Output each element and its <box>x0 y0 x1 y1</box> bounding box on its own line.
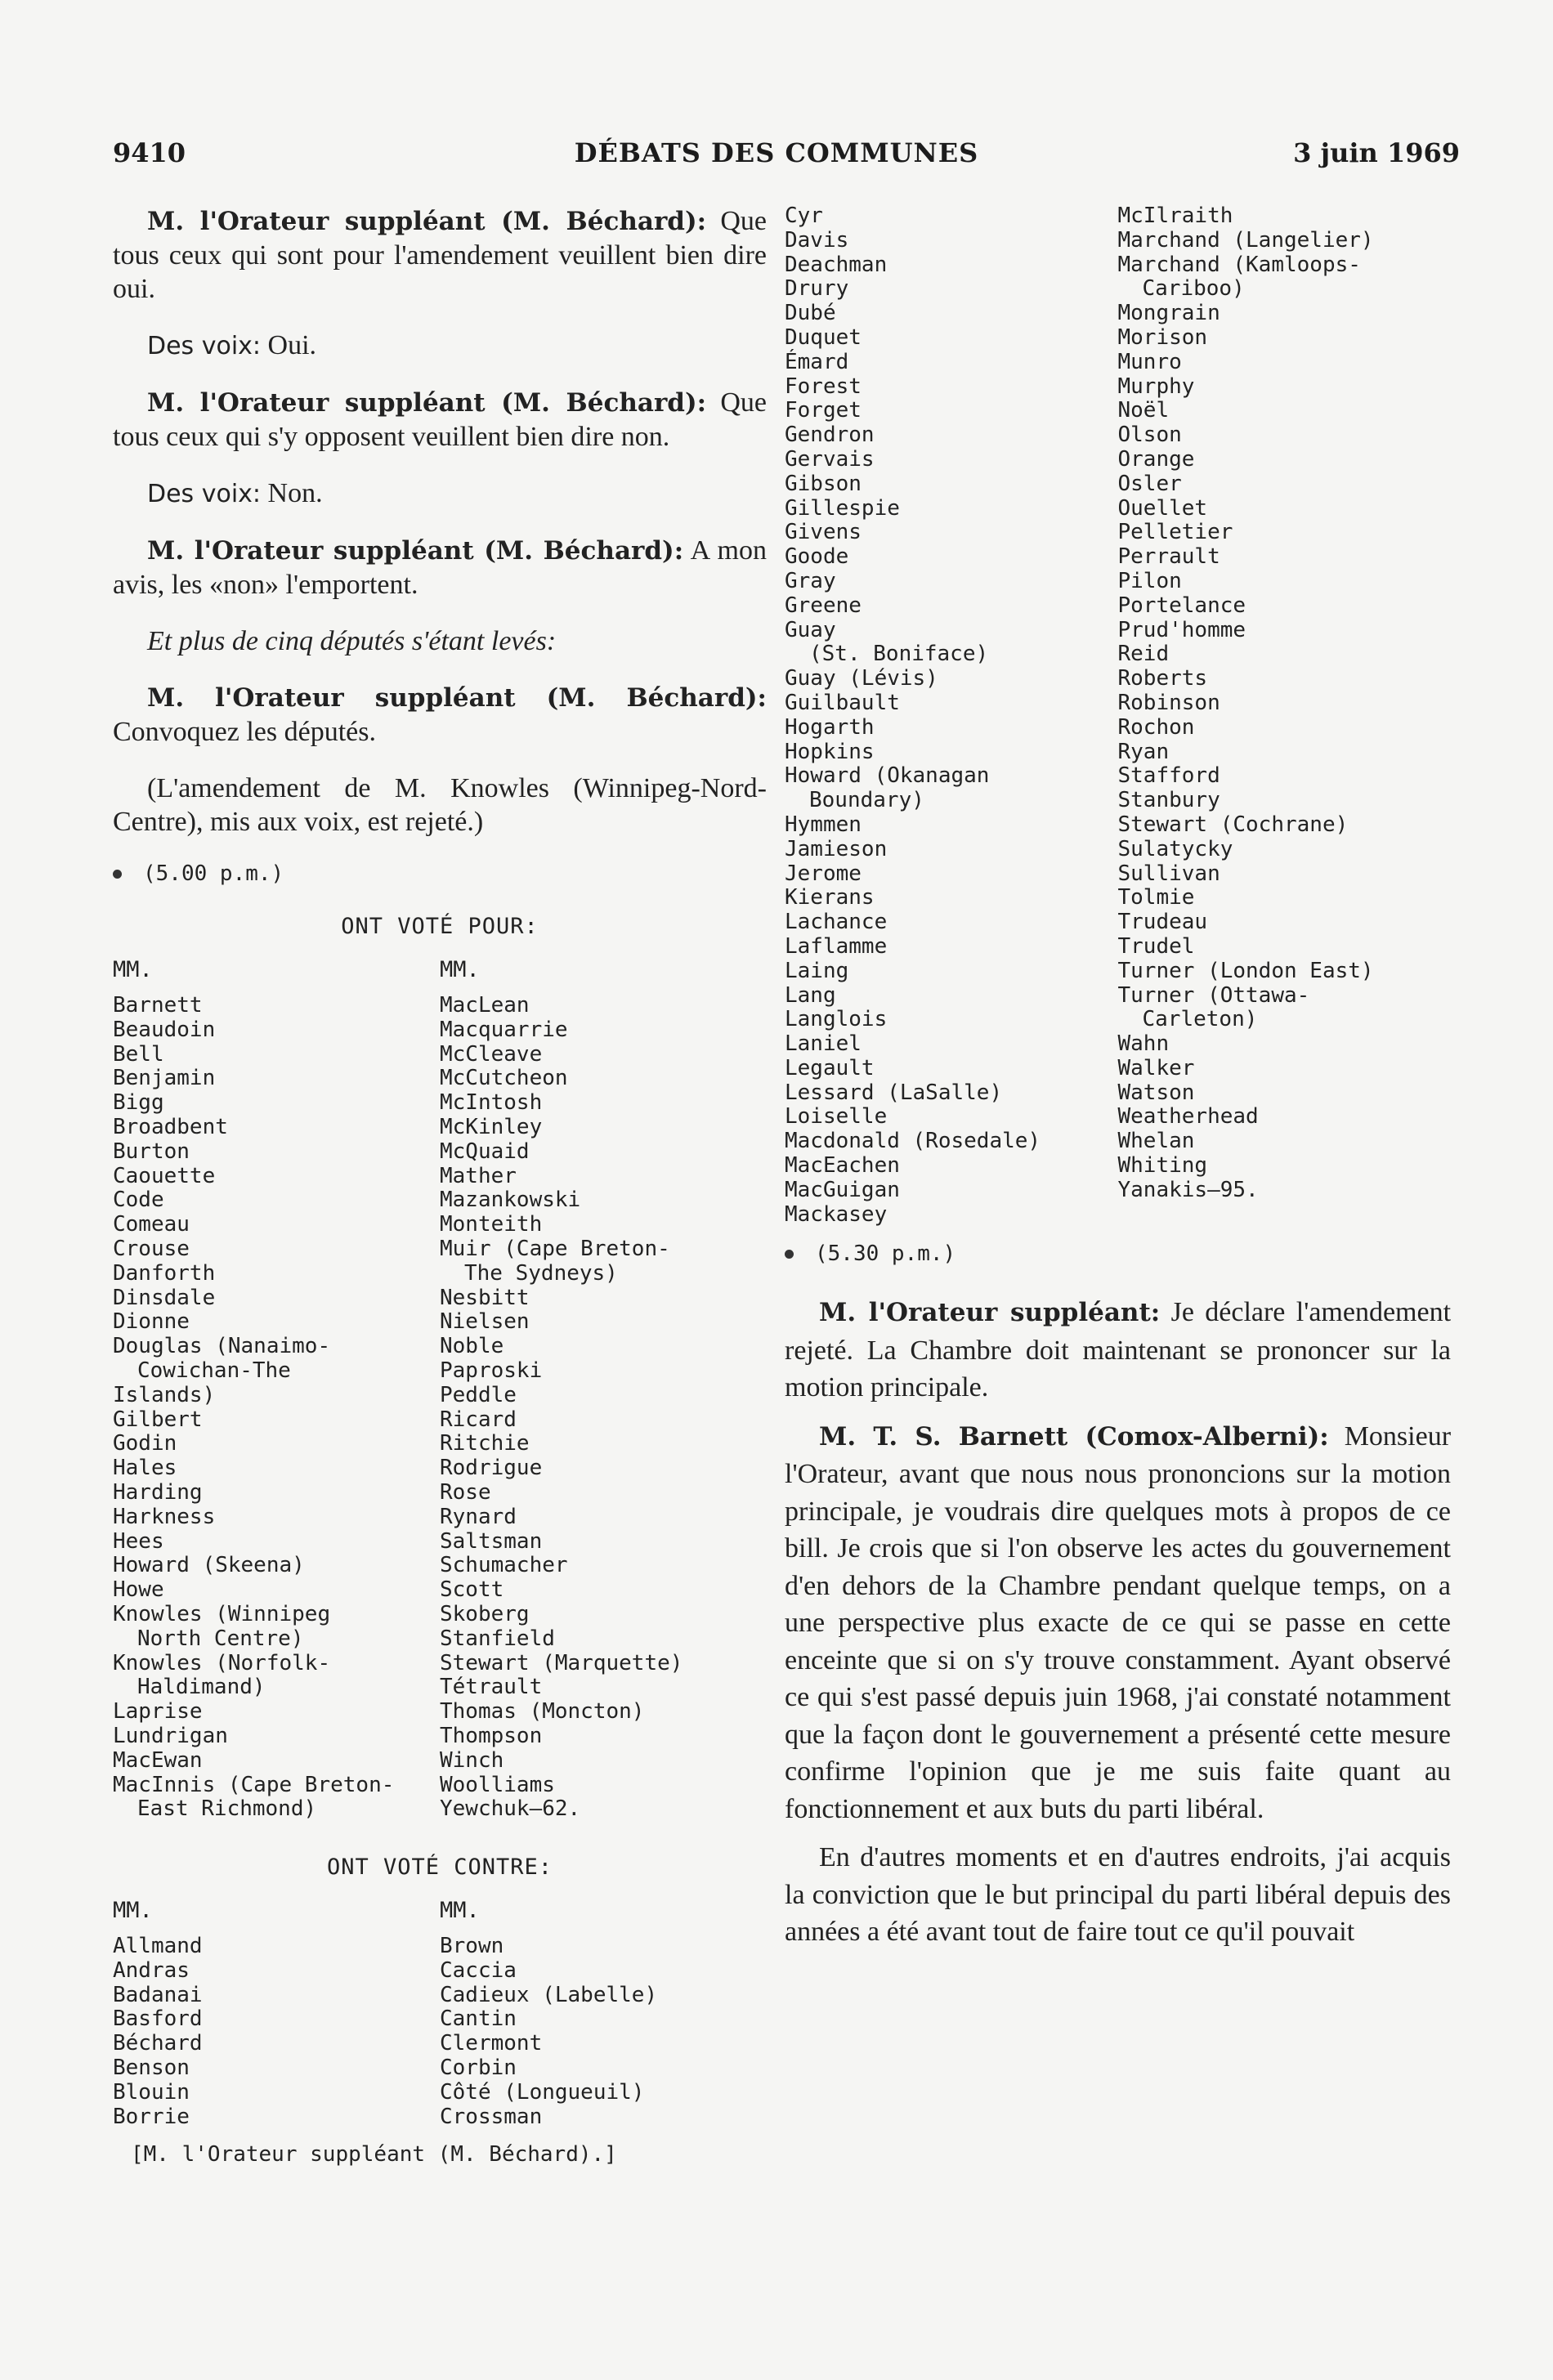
paragraph <box>113 329 767 363</box>
member-name: Schumacher <box>440 1553 568 1578</box>
member-name: Skoberg <box>440 1601 530 1626</box>
member-name: Stafford <box>1117 763 1220 789</box>
paragraph <box>113 386 767 454</box>
member-name: Lang <box>785 982 836 1008</box>
member-name: Robinson <box>1117 690 1220 715</box>
member-name: Roberts <box>1117 666 1208 691</box>
member-name: Orange <box>1117 446 1195 472</box>
member-name: Kierans <box>785 885 875 910</box>
member-name: Jerome <box>785 861 862 886</box>
member-name: Béchard <box>113 2031 203 2056</box>
speech-text: Convoquez les députés. <box>113 717 376 747</box>
member-name: Marchand (Kamloops- <box>1117 252 1361 277</box>
speech-text: Que tous ceux qui s'y opposent veuillent bien dire non. <box>113 387 767 452</box>
member-name: Hymmen <box>785 812 862 837</box>
member-name: Walker <box>1117 1055 1195 1080</box>
member-name: MacEwan <box>113 1747 203 1773</box>
member-name: Hees <box>113 1528 164 1554</box>
speech-text: A mon avis, les «non» l'emportent. <box>113 535 767 600</box>
member-name: Boundary) <box>809 788 924 813</box>
right-column <box>785 204 1451 1962</box>
member-name: Osler <box>1117 471 1182 496</box>
member-name: Watson <box>1117 1080 1195 1105</box>
member-name: Mather <box>440 1163 517 1188</box>
member-name: Marchand (Langelier) <box>1117 227 1374 253</box>
member-name: Sulatycky <box>1117 836 1233 861</box>
member-name: Benjamin <box>113 1066 216 1091</box>
member-name: Howe <box>113 1577 164 1603</box>
member-name: MacInnis (Cape Breton- <box>113 1772 395 1797</box>
member-name: Lachance <box>785 910 888 935</box>
paragraph <box>113 681 767 749</box>
paragraph <box>113 204 767 306</box>
member-name: Howard (Okanagan <box>785 763 990 789</box>
member-name: Harkness <box>113 1504 216 1529</box>
member-name: Morison <box>1117 324 1208 350</box>
member-name: Benson <box>113 2056 190 2081</box>
member-name: MacEachen <box>785 1153 900 1179</box>
nays-list-left <box>113 1935 440 2129</box>
page-number: 9410 <box>113 137 186 168</box>
bullet-icon <box>113 870 122 879</box>
member-name: McIlraith <box>1117 204 1233 228</box>
member-name: Côté (Longueuil) <box>440 2079 645 2105</box>
member-name: Gillespie <box>785 495 900 521</box>
member-name: Prud'homme <box>1117 617 1246 642</box>
member-name: Corbin <box>440 2056 517 2081</box>
member-name: Allmand <box>113 1934 203 1959</box>
member-name: Howard (Skeena) <box>113 1553 305 1578</box>
member-name: Winch <box>440 1747 504 1773</box>
member-name: Loiselle <box>785 1104 888 1130</box>
member-name: East Richmond) <box>137 1796 317 1822</box>
member-name: Ryan <box>1117 739 1170 764</box>
nays-continued-table <box>785 204 1451 1227</box>
member-name: Caouette <box>113 1163 216 1188</box>
member-name: Portelance <box>1117 593 1246 618</box>
member-name: Givens <box>785 520 862 545</box>
paragraph <box>113 534 767 602</box>
member-name: Dinsdale <box>113 1285 216 1310</box>
timestamp-text: (5.30 p.m.) <box>815 1241 956 1267</box>
member-name: Perrault <box>1117 544 1220 570</box>
member-name: Danforth <box>113 1260 216 1286</box>
member-name: Yanakis—95. <box>1117 1177 1259 1202</box>
speaker-name: M. l'Orateur suppléant (M. Béchard): <box>147 683 767 713</box>
member-name: Lundrigan <box>113 1723 228 1748</box>
member-name: The Sydneys) <box>464 1260 618 1286</box>
member-name: Cowichan-The <box>137 1358 291 1383</box>
member-name: Paproski <box>440 1358 543 1383</box>
member-name: Haldimand) <box>137 1675 266 1700</box>
speaker-name: Des voix: <box>147 332 262 360</box>
member-name: Ouellet <box>1117 495 1208 521</box>
member-name: Olson <box>1117 423 1182 448</box>
member-name: Woolliams <box>440 1772 555 1797</box>
member-name: Macdonald (Rosedale) <box>785 1129 1041 1154</box>
member-name: Mazankowski <box>440 1188 581 1213</box>
member-name: Whiting <box>1117 1153 1208 1179</box>
member-name: Murphy <box>1117 374 1195 399</box>
member-name: Cariboo) <box>1142 276 1245 302</box>
member-name: Trudeau <box>1117 910 1208 935</box>
member-name: Broadbent <box>113 1114 228 1139</box>
member-name: Gilbert <box>113 1407 203 1432</box>
member-name: Forest <box>785 374 862 399</box>
member-name: Rose <box>440 1479 491 1505</box>
member-name: Gray <box>785 568 836 593</box>
mm-label: MM. <box>113 957 153 982</box>
member-name: Hopkins <box>785 739 875 764</box>
member-name: Mongrain <box>1117 301 1220 326</box>
member-name: Rynard <box>440 1504 517 1529</box>
speaker-name: M. l'Orateur suppléant: <box>819 1298 1161 1328</box>
member-name: Code <box>113 1188 164 1213</box>
member-name: Burton <box>113 1139 190 1164</box>
speaker-name: M. l'Orateur suppléant (M. Béchard): <box>147 207 707 236</box>
yeas-table <box>113 957 767 1822</box>
member-name: McCutcheon <box>440 1066 568 1091</box>
member-name: Jamieson <box>785 836 888 861</box>
member-name: Godin <box>113 1431 177 1456</box>
member-name: Hales <box>113 1456 177 1481</box>
yeas-list-left <box>113 994 440 1822</box>
nays-heading: ONT VOTÉ CONTRE: <box>326 1854 553 1881</box>
member-name: MacGuigan <box>785 1177 900 1202</box>
member-name: Tolmie <box>1117 885 1195 910</box>
member-name: Legault <box>785 1055 875 1080</box>
member-name: Saltsman <box>440 1528 543 1554</box>
member-name: Turner (Ottawa- <box>1117 982 1310 1008</box>
member-name: Badanai <box>113 1982 203 2007</box>
speaker-name: M. l'Orateur suppléant (M. Béchard): <box>147 388 707 418</box>
member-name: Weatherhead <box>1117 1104 1259 1130</box>
member-name: Laprise <box>113 1699 203 1725</box>
member-name: Deachman <box>785 252 888 277</box>
member-name: Comeau <box>113 1212 190 1237</box>
member-name: Scott <box>440 1577 504 1603</box>
member-name: Knowles (Norfolk- <box>113 1650 331 1675</box>
member-name: Mackasey <box>785 1201 888 1227</box>
yeas-list-right <box>440 994 767 1822</box>
member-name: McCleave <box>440 1041 543 1067</box>
timestamp <box>113 861 767 886</box>
member-name: Islands) <box>113 1382 216 1407</box>
member-name: Brown <box>440 1934 504 1959</box>
stage-direction: Et plus de cinq députés s'étant levés: <box>147 626 557 656</box>
member-name: Rochon <box>1117 714 1195 740</box>
mm-label: MM. <box>113 1898 153 1924</box>
member-name: Pilon <box>1117 568 1182 593</box>
member-name: Guilbault <box>785 690 900 715</box>
member-name: Cantin <box>440 2006 517 2032</box>
member-name: Duquet <box>785 324 862 350</box>
speaker-name: M. T. S. Barnett (Comox-Alberni): <box>819 1421 1329 1452</box>
speech-text: Oui. <box>267 330 317 360</box>
member-name: Carleton) <box>1142 1007 1258 1032</box>
member-name: Guay <box>785 617 836 642</box>
member-name: Whelan <box>1117 1129 1195 1154</box>
member-name: Peddle <box>440 1382 517 1407</box>
chair-note: [M. l'Orateur suppléant (M. Béchard).] <box>131 2142 617 2168</box>
nays-list-col1 <box>785 204 1118 1227</box>
member-name: Rodrigue <box>440 1456 543 1481</box>
member-name: Stanbury <box>1117 788 1220 813</box>
nays-table <box>113 1898 767 2129</box>
paragraph <box>113 476 767 511</box>
member-name: Dubé <box>785 301 836 326</box>
yeas-heading: ONT VOTÉ POUR: <box>341 914 539 939</box>
member-name: Wahn <box>1117 1031 1170 1057</box>
member-name: Beaudoin <box>113 1017 216 1042</box>
member-name: Ricard <box>440 1407 517 1432</box>
member-name: Sullivan <box>1117 861 1220 886</box>
member-name: Pelletier <box>1117 520 1233 545</box>
member-name: Harding <box>113 1479 203 1505</box>
member-name: Émard <box>785 349 849 374</box>
member-name: Ritchie <box>440 1431 530 1456</box>
member-name: Douglas (Nanaimo- <box>113 1334 331 1359</box>
bullet-icon <box>785 1250 794 1259</box>
page-title: DÉBATS DES COMMUNES <box>574 137 979 168</box>
member-name: Knowles (Winnipeg <box>113 1601 331 1626</box>
member-name: Barnett <box>113 993 203 1018</box>
member-name: McKinley <box>440 1114 543 1139</box>
nays-list-col2 <box>1118 204 1452 1203</box>
member-name: Clermont <box>440 2031 543 2056</box>
speaker-name: M. l'Orateur suppléant (M. Béchard): <box>147 536 684 566</box>
member-name: Thomas (Moncton) <box>440 1699 645 1725</box>
member-name: Laflamme <box>785 933 888 959</box>
member-name: (St. Boniface) <box>809 642 989 667</box>
member-name: Yewchuk—62. <box>440 1796 581 1822</box>
member-name: Dionne <box>113 1309 190 1335</box>
mm-label: MM. <box>440 957 480 982</box>
member-name: Noble <box>440 1334 504 1359</box>
member-name: Laing <box>785 958 849 983</box>
member-name: Trudel <box>1117 933 1195 959</box>
member-name: Macquarrie <box>440 1017 568 1042</box>
left-column <box>113 204 767 2167</box>
timestamp-text: (5.00 p.m.) <box>143 861 284 886</box>
member-name: Caccia <box>440 1957 517 1983</box>
member-name: Lessard (LaSalle) <box>785 1080 1003 1105</box>
paragraph: (L'amendement de M. Knowles (Winnipeg-Nord-Centre), mis aux voix, est rejeté.) <box>113 773 767 837</box>
member-name: Reid <box>1117 642 1170 667</box>
speech-text: Je déclare l'amendement rejeté. La Chambre doit maintenant se prononcer sur la motion principale. <box>785 1297 1452 1403</box>
mm-label: MM. <box>440 1898 480 1924</box>
member-name: Nesbitt <box>440 1285 530 1310</box>
member-name: Stanfield <box>440 1626 555 1651</box>
nays-list-right <box>440 1935 767 2129</box>
member-name: Muir (Cape Breton- <box>440 1236 670 1261</box>
paragraph: En d'autres moments et en d'autres endroits, j'ai acquis la conviction que le but principal du parti libéral depuis des années a été avant tout de faire tout ce qu'il pouvait <box>785 1842 1451 1948</box>
member-name: Crossman <box>440 2104 543 2129</box>
member-name: Gendron <box>785 423 875 448</box>
member-name: MacLean <box>440 993 530 1018</box>
speaker-name: Des voix: <box>147 480 262 508</box>
paragraph <box>785 1418 1451 1828</box>
member-name: McQuaid <box>440 1139 530 1164</box>
member-name: Basford <box>113 2006 203 2032</box>
member-name: Borrie <box>113 2104 190 2129</box>
member-name: Cadieux (Labelle) <box>440 1982 658 2007</box>
speech-text: Non. <box>267 478 323 508</box>
member-name: Laniel <box>785 1031 862 1057</box>
speech-text: Que tous ceux qui sont pour l'amendement veuillent bien dire oui. <box>113 206 767 304</box>
member-name: Cyr <box>785 204 823 228</box>
member-name: Crouse <box>113 1236 190 1261</box>
member-name: Turner (London East) <box>1117 958 1374 983</box>
member-name: Munro <box>1117 349 1182 374</box>
member-name: Monteith <box>440 1212 543 1237</box>
member-name: Guay (Lévis) <box>785 666 938 691</box>
member-name: Forget <box>785 398 862 423</box>
member-name: Bell <box>113 1041 164 1067</box>
paragraph <box>785 1294 1451 1407</box>
member-name: Gervais <box>785 446 875 472</box>
member-name: Nielsen <box>440 1309 530 1335</box>
member-name: Davis <box>785 227 849 253</box>
page-date: 3 juin 1969 <box>1293 137 1460 168</box>
timestamp <box>785 1241 1451 1266</box>
member-name: Andras <box>113 1957 190 1983</box>
speech-text: Monsieur l'Orateur, avant que nous nous prononcions sur la motion principale, je voudrais dire quelques mots à propos de ce bill. Je crois que si l'on observe les actes du gouvernement d'en dehors de la Chambre pendant quelque temps, on a une perspective plus exacte de ce qui se passe en cette enceinte que si on s'y trouve constamment. Ayant observé ce qui s'est passé depuis juin 1968, j'ai constaté notamment que la façon dont le gouvernement a présenté cette mesure confirme l'opinion que je me suis faite quant au fonctionnement et aux buts du parti libéral. <box>785 1420 1452 1824</box>
member-name: Stewart (Marquette) <box>440 1650 683 1675</box>
member-name: Blouin <box>113 2079 190 2105</box>
member-name: Drury <box>785 276 849 302</box>
member-name: Tétrault <box>440 1675 543 1700</box>
member-name: Thompson <box>440 1723 543 1748</box>
member-name: Goode <box>785 544 849 570</box>
member-name: Noël <box>1117 398 1170 423</box>
member-name: Langlois <box>785 1007 888 1032</box>
member-name: Stewart (Cochrane) <box>1117 812 1349 837</box>
member-name: Hogarth <box>785 714 875 740</box>
member-name: Greene <box>785 593 862 618</box>
member-name: McIntosh <box>440 1090 543 1116</box>
member-name: North Centre) <box>137 1626 304 1651</box>
member-name: Gibson <box>785 471 862 496</box>
member-name: Bigg <box>113 1090 164 1116</box>
